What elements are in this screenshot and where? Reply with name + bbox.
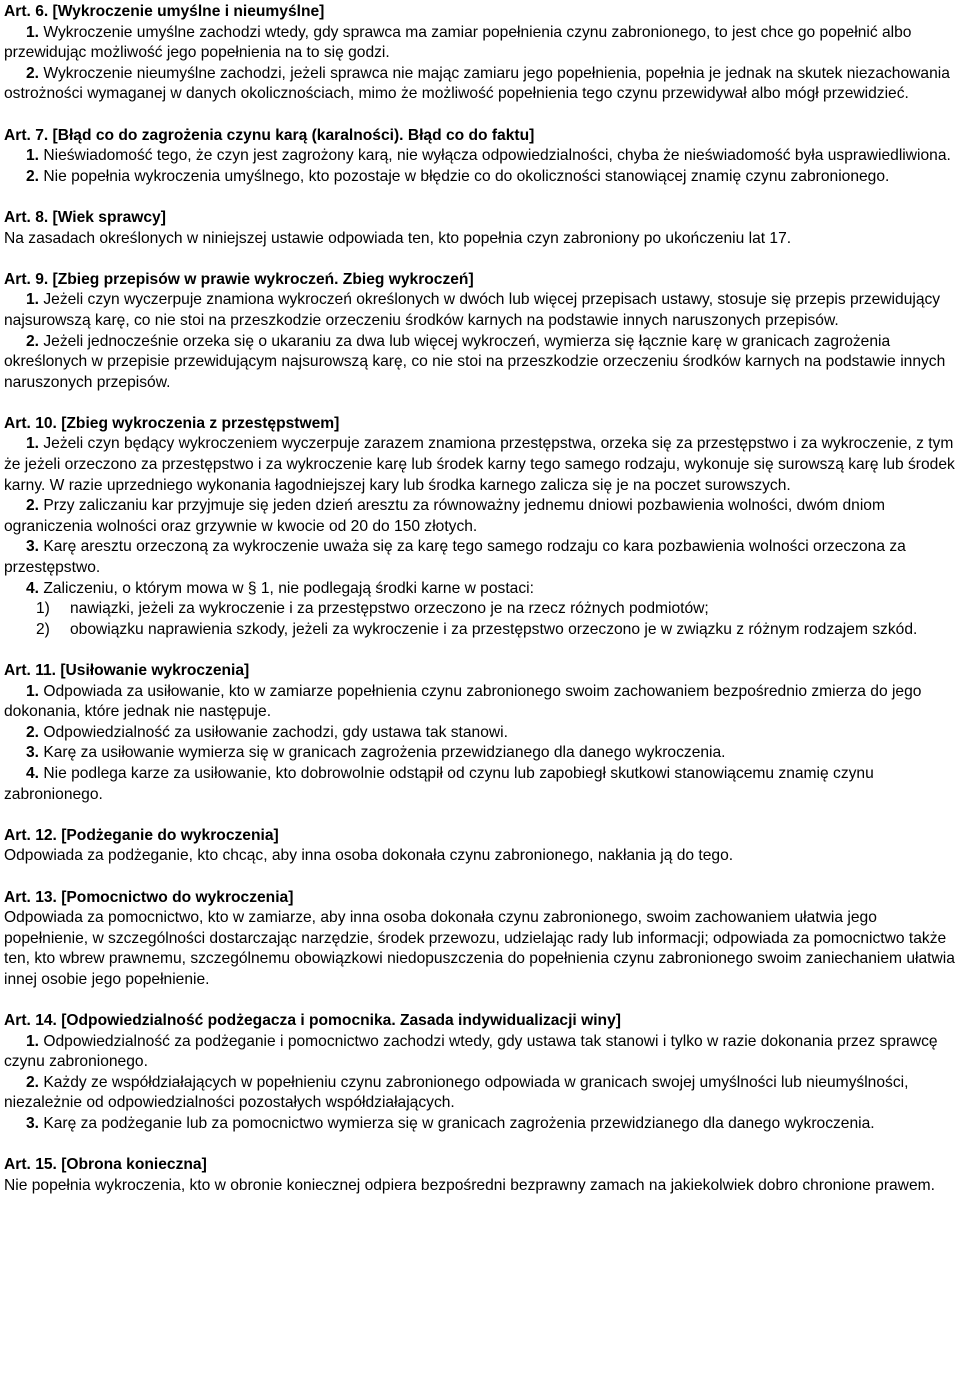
paragraph-number: 3. (26, 1115, 40, 1133)
article (4, 2, 956, 105)
paragraph-text: Jeżeli czyn będący wykroczeniem wyczerpuje zarazem znamiona przestępstwa, orzeka się za przestępstwo i za wykroczenie, z tym że jeżeli orzeczono za przestępstwo i za wykroczenie karę lub środek karny tego samego rodzaju, wykonuje się surowszą karę lub środek karny. W razie uprzedniego wykonania łagodniejszej kary lub środka karnego zalicza się je na poczet surowszych. (4, 435, 955, 494)
paragraph-number: 1. (26, 291, 40, 309)
article-paragraph (4, 496, 956, 537)
list-item-text: obowiązku naprawienia szkody, jeżeli za wykroczenie i za przestępstwo orzeczono je w związku z różnym rodzajem szkód. (70, 620, 918, 638)
list-item-number: 1) (36, 600, 50, 618)
paragraph-number: 3. (26, 744, 40, 762)
article-heading: Art. 11. [Usiłowanie wykroczenia] (4, 662, 250, 679)
article-heading: Art. 14. [Odpowiedzialność podżegacza i pomocnika. Zasada indywidualizacji winy] (4, 1012, 621, 1030)
article-paragraph (4, 1073, 956, 1114)
article-paragraph (4, 434, 956, 496)
paragraph-number: 1. (26, 23, 40, 41)
article-heading: Art. 15. [Obrona konieczna] (4, 1156, 207, 1174)
article-heading: Art. 6. [Wykroczenie umyślne i nieumyślne] (4, 3, 325, 20)
article-heading: Art. 13. [Pomocnictwo do wykroczenia] (4, 888, 294, 906)
article-paragraph (4, 908, 956, 990)
article-heading: Art. 12. [Podżeganie do wykroczenia] (4, 826, 279, 844)
article (4, 826, 956, 867)
article-paragraph (4, 64, 956, 105)
paragraph-text: Karę za podżeganie lub za pomocnictwo wymierza się w granicach zagrożenia przewidzianego dla danego wykroczenia. (43, 1115, 875, 1133)
paragraph-number: 2. (26, 167, 40, 185)
article-paragraph (4, 682, 956, 723)
article (4, 414, 956, 641)
paragraph-number: 1. (26, 147, 40, 165)
article (4, 208, 956, 249)
article-paragraph (4, 537, 956, 578)
article-paragraph (4, 290, 956, 331)
paragraph-number: 4. (26, 579, 40, 597)
paragraph-text: Karę aresztu orzeczoną za wykroczenie uważa się za karę tego samego rodzaju co kara pozbawienia wolności orzeczona za przestępstwo. (4, 538, 906, 577)
paragraph-text: Odpowiedzialność za usiłowanie zachodzi, gdy ustawa tak stanowi. (43, 723, 508, 741)
article-paragraph (4, 723, 956, 744)
paragraph-text: Wykroczenie nieumyślne zachodzi, jeżeli sprawca nie mając zamiaru jego popełnienia, popełnia je jednak na skutek niezachowania ostrożności wymaganej w danych okolicznościach, mimo że możliwość popełnienia tego czynu przewidywał albo mógł przewidzieć. (4, 64, 950, 103)
paragraph-text: Nie popełnia wykroczenia, kto w obronie koniecznej odpiera bezpośredni bezprawny zamach na jakiekolwiek dobro chronione prawem. (4, 1176, 935, 1194)
article-paragraph (4, 1176, 956, 1197)
paragraph-text: Każdy ze współdziałających w popełnieniu czynu zabronionego odpowiada w granicach swojej umyślności lub nieumyślności, niezależnie od odpowiedzialności pozostałych współdziałających. (4, 1073, 909, 1112)
paragraph-text: Odpowiada za pomocnictwo, kto w zamiarze, aby inna osoba dokonała czynu zabronionego, swoim zachowaniem ułatwia jego popełnienie, w szczególności dostarczając narzędzie, środek przewozu, udzielając rady lub informacji; odpowiada za pomocnictwo także ten, kto wbrew prawnemu, szczególnemu obowiązkowi niedopuszczenia do popełnienia czynu zabronionego swoim zaniechaniem ułatwia innej osobie jego popełnienie. (4, 909, 955, 988)
article-paragraph (4, 146, 956, 167)
paragraph-number: 2. (26, 497, 40, 515)
article (4, 1155, 956, 1196)
paragraph-text: Nie popełnia wykroczenia umyślnego, kto pozostaje w błędzie co do okoliczności stanowiącej znamię czynu zabronionego. (43, 167, 890, 185)
article-paragraph (4, 23, 956, 64)
article-paragraph (4, 764, 956, 805)
paragraph-text: Odpowiada za podżeganie, kto chcąc, aby inna osoba dokonała czynu zabronionego, nakłania ją do tego. (4, 847, 734, 865)
article-heading: Art. 8. [Wiek sprawcy] (4, 208, 166, 226)
article-paragraph (4, 579, 956, 600)
paragraph-text: Zaliczeniu, o którym mowa w § 1, nie podlegają środki karne w postaci: (43, 579, 534, 597)
list-item-number: 2) (36, 620, 50, 638)
paragraph-text: Nieświadomość tego, że czyn jest zagrożony karą, nie wyłącza odpowiedzialności, chyba że nieświadomość była usprawiedliwiona. (43, 147, 951, 165)
article (4, 888, 956, 991)
list-item-text: nawiązki, jeżeli za wykroczenie i za przestępstwo orzeczono je na rzecz różnych podmiotów; (70, 600, 709, 618)
paragraph-text: Wykroczenie umyślne zachodzi wtedy, gdy sprawca ma zamiar popełnienia czynu zabronionego, to jest chce go popełnić albo przewidując możliwość jego popełnienia na to się godzi. (4, 23, 912, 62)
paragraph-text: Karę za usiłowanie wymierza się w granicach zagrożenia przewidzianego dla danego wykroczenia. (43, 744, 726, 762)
list-item (4, 620, 956, 641)
paragraph-number: 2. (26, 723, 40, 741)
paragraph-text: Jeżeli jednocześnie orzeka się o ukaraniu za dwa lub więcej wykroczeń, wymierza się łącznie karę w granicach zagrożenia określonych w przepisie przewidującym najsurowszą karę, co nie stoi na przeszkodzie orzeczeniu środków karnych na podstawie innych naruszonych przepisów. (4, 332, 946, 391)
article (4, 126, 956, 188)
paragraph-number: 1. (26, 1032, 40, 1050)
article (4, 1011, 956, 1135)
article-paragraph (4, 1114, 956, 1135)
article-paragraph (4, 846, 956, 867)
paragraph-number: 1. (26, 682, 40, 700)
paragraph-text: Nie podlega karze za usiłowanie, kto dobrowolnie odstąpił od czynu lub zapobiegł skutkowi stanowiącemu znamię czynu zabronionego. (4, 764, 874, 803)
article (4, 270, 956, 394)
paragraph-number: 3. (26, 538, 40, 556)
paragraph-text: Odpowiada za usiłowanie, kto w zamiarze popełnienia czynu zabronionego swoim zachowaniem bezpośrednio zmierza do jego dokonania, które jednak nie następuje. (4, 682, 922, 721)
paragraph-number: 2. (26, 1073, 40, 1091)
paragraph-text: Na zasadach określonych w niniejszej ustawie odpowiada ten, kto popełnia czyn zabroniony po ukończeniu lat 17. (4, 229, 792, 247)
paragraph-number: 2. (26, 332, 40, 350)
article-paragraph (4, 1032, 956, 1073)
paragraph-number: 2. (26, 64, 40, 82)
article-paragraph (4, 743, 956, 764)
article-heading: Art. 10. [Zbieg wykroczenia z przestępstwem] (4, 414, 340, 432)
article-paragraph (4, 229, 956, 250)
article-paragraph (4, 167, 956, 188)
paragraph-text: Przy zaliczaniu kar przyjmuje się jeden dzień aresztu za równoważny jednemu dniowi pozbawienia wolności, dwóm dniom ograniczenia wolności oraz grzywnie w kwocie od 20 do 150 złotych. (4, 497, 885, 535)
paragraph-text: Odpowiedzialność za podżeganie i pomocnictwo zachodzi wtedy, gdy ustawa tak stanowi i tylko w razie dokonania przez sprawcę czynu zabronionego. (4, 1032, 938, 1071)
article-paragraph (4, 332, 956, 394)
paragraph-number: 4. (26, 764, 40, 782)
list-item (4, 599, 956, 620)
article-heading: Art. 9. [Zbieg przepisów w prawie wykroczeń. Zbieg wykroczeń] (4, 270, 474, 288)
paragraph-number: 1. (26, 435, 40, 453)
article (4, 661, 956, 805)
article-heading: Art. 7. [Błąd co do zagrożenia czynu karą (karalności). Błąd co do faktu] (4, 126, 535, 144)
paragraph-text: Jeżeli czyn wyczerpuje znamiona wykroczeń określonych w dwóch lub więcej przepisach ustawy, stosuje się przepis przewidujący najsurowszą karę, co nie stoi na przeszkodzie orzeczeniu środków karnych na podstawie innych naruszonych przepisów. (4, 291, 941, 329)
